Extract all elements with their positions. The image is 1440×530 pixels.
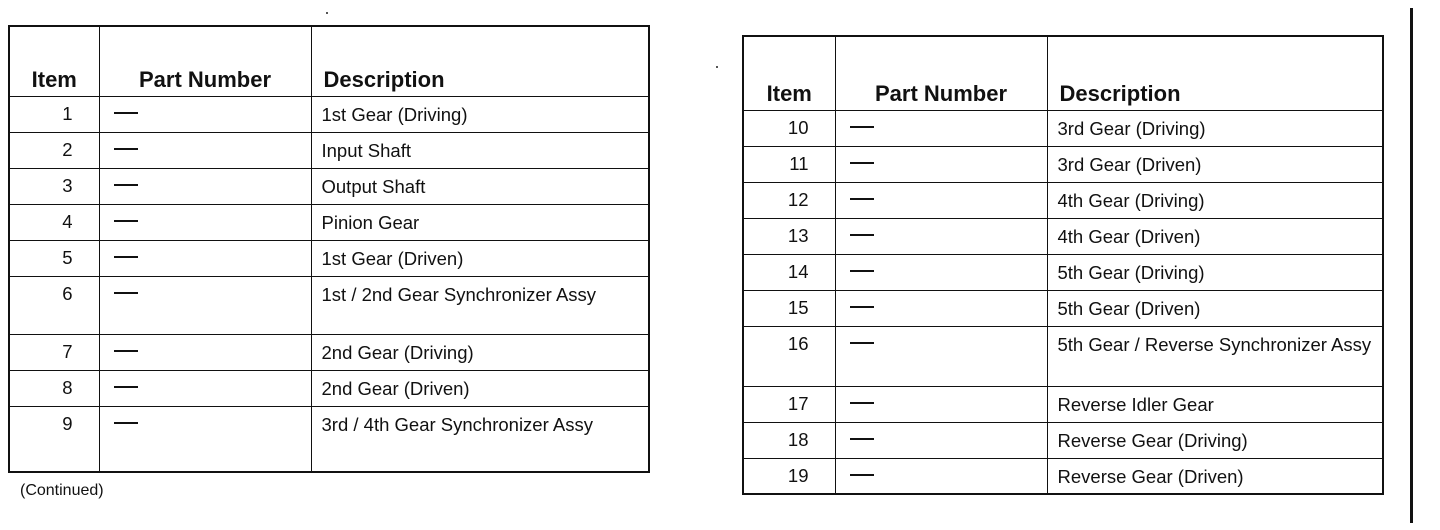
item-number: 18 — [743, 422, 835, 458]
item-number: 10 — [743, 110, 835, 146]
header-row — [9, 26, 649, 96]
part-number-cell — [99, 96, 311, 132]
part-number-dash — [850, 126, 874, 128]
part-number-dash — [850, 162, 874, 164]
part-number-dash — [850, 234, 874, 236]
part-number-cell — [835, 146, 1047, 182]
description-cell: 2nd Gear (Driven) — [311, 370, 649, 406]
item-number: 16 — [743, 326, 835, 386]
part-number-dash — [114, 184, 138, 186]
item-number: 6 — [9, 276, 99, 334]
table-row — [9, 334, 649, 370]
table-row — [743, 182, 1383, 218]
description-cell: 1st / 2nd Gear Synchronizer Assy — [311, 276, 649, 334]
description-cell: 2nd Gear (Driving) — [311, 334, 649, 370]
description-cell: 3rd Gear (Driven) — [1047, 146, 1383, 182]
description-cell: 5th Gear / Reverse Synchronizer Assy — [1047, 326, 1383, 386]
table-row — [743, 386, 1383, 422]
description-cell: 4th Gear (Driving) — [1047, 182, 1383, 218]
item-number: 11 — [743, 146, 835, 182]
description-cell: Pinion Gear — [311, 204, 649, 240]
scan-speck — [716, 66, 718, 68]
part-number-cell — [835, 254, 1047, 290]
item-number: 8 — [9, 370, 99, 406]
part-number-dash — [114, 148, 138, 150]
description-header: Description — [311, 26, 649, 96]
table-row — [743, 146, 1383, 182]
part-number-cell — [99, 240, 311, 276]
part-number-header: Part Number — [835, 36, 1047, 110]
item-number: 1 — [9, 96, 99, 132]
part-number-cell — [99, 276, 311, 334]
table-row — [9, 204, 649, 240]
table-row — [9, 406, 649, 472]
table-row — [9, 240, 649, 276]
part-number-dash — [850, 198, 874, 200]
part-number-cell — [99, 168, 311, 204]
part-number-dash — [114, 386, 138, 388]
item-number: 9 — [9, 406, 99, 472]
parts-table-right — [742, 35, 1384, 495]
part-number-dash — [850, 342, 874, 344]
item-number: 19 — [743, 458, 835, 494]
item-number: 2 — [9, 132, 99, 168]
description-cell: 5th Gear (Driving) — [1047, 254, 1383, 290]
part-number-cell — [835, 110, 1047, 146]
parts-table-left — [8, 25, 650, 473]
table-row — [9, 96, 649, 132]
table-row — [743, 326, 1383, 386]
item-number: 5 — [9, 240, 99, 276]
part-number-cell — [835, 458, 1047, 494]
part-number-cell — [835, 326, 1047, 386]
item-number: 17 — [743, 386, 835, 422]
table-row — [743, 422, 1383, 458]
part-number-cell — [835, 290, 1047, 326]
description-cell: Output Shaft — [311, 168, 649, 204]
scan-speck — [326, 12, 328, 14]
description-header: Description — [1047, 36, 1383, 110]
page-edge-rule — [1410, 8, 1413, 523]
description-cell: 5th Gear (Driven) — [1047, 290, 1383, 326]
part-number-cell — [99, 406, 311, 472]
item-number: 3 — [9, 168, 99, 204]
part-number-dash — [114, 256, 138, 258]
part-number-dash — [114, 112, 138, 114]
description-cell: 3rd / 4th Gear Synchronizer Assy — [311, 406, 649, 472]
table-row — [743, 458, 1383, 494]
part-number-cell — [835, 386, 1047, 422]
item-header: Item — [9, 26, 99, 96]
table-row — [9, 276, 649, 334]
table-row — [743, 110, 1383, 146]
table-body-left — [9, 96, 649, 472]
part-number-dash — [850, 270, 874, 272]
table-row — [9, 168, 649, 204]
part-number-cell — [99, 334, 311, 370]
item-number: 15 — [743, 290, 835, 326]
description-cell: 3rd Gear (Driving) — [1047, 110, 1383, 146]
part-number-cell — [835, 422, 1047, 458]
part-number-cell — [99, 370, 311, 406]
item-number: 4 — [9, 204, 99, 240]
part-number-dash — [114, 220, 138, 222]
part-number-cell — [835, 182, 1047, 218]
table-row — [743, 254, 1383, 290]
description-cell: 4th Gear (Driven) — [1047, 218, 1383, 254]
table-row — [9, 370, 649, 406]
item-number: 12 — [743, 182, 835, 218]
part-number-cell — [835, 218, 1047, 254]
item-header: Item — [743, 36, 835, 110]
continued-note: (Continued) — [20, 482, 104, 499]
part-number-dash — [114, 422, 138, 424]
part-number-cell — [99, 132, 311, 168]
part-number-dash — [114, 350, 138, 352]
description-cell: Reverse Gear (Driving) — [1047, 422, 1383, 458]
table-row — [743, 290, 1383, 326]
part-number-dash — [850, 306, 874, 308]
table-row — [743, 218, 1383, 254]
description-cell: Reverse Idler Gear — [1047, 386, 1383, 422]
description-cell: Input Shaft — [311, 132, 649, 168]
description-cell: Reverse Gear (Driven) — [1047, 458, 1383, 494]
description-cell: 1st Gear (Driving) — [311, 96, 649, 132]
table-row — [9, 132, 649, 168]
table-body-right — [743, 110, 1383, 494]
item-number: 7 — [9, 334, 99, 370]
header-row — [743, 36, 1383, 110]
part-number-dash — [850, 438, 874, 440]
description-cell: 1st Gear (Driven) — [311, 240, 649, 276]
part-number-dash — [850, 402, 874, 404]
item-number: 14 — [743, 254, 835, 290]
part-number-dash — [850, 474, 874, 476]
part-number-header: Part Number — [99, 26, 311, 96]
part-number-dash — [114, 292, 138, 294]
item-number: 13 — [743, 218, 835, 254]
part-number-cell — [99, 204, 311, 240]
